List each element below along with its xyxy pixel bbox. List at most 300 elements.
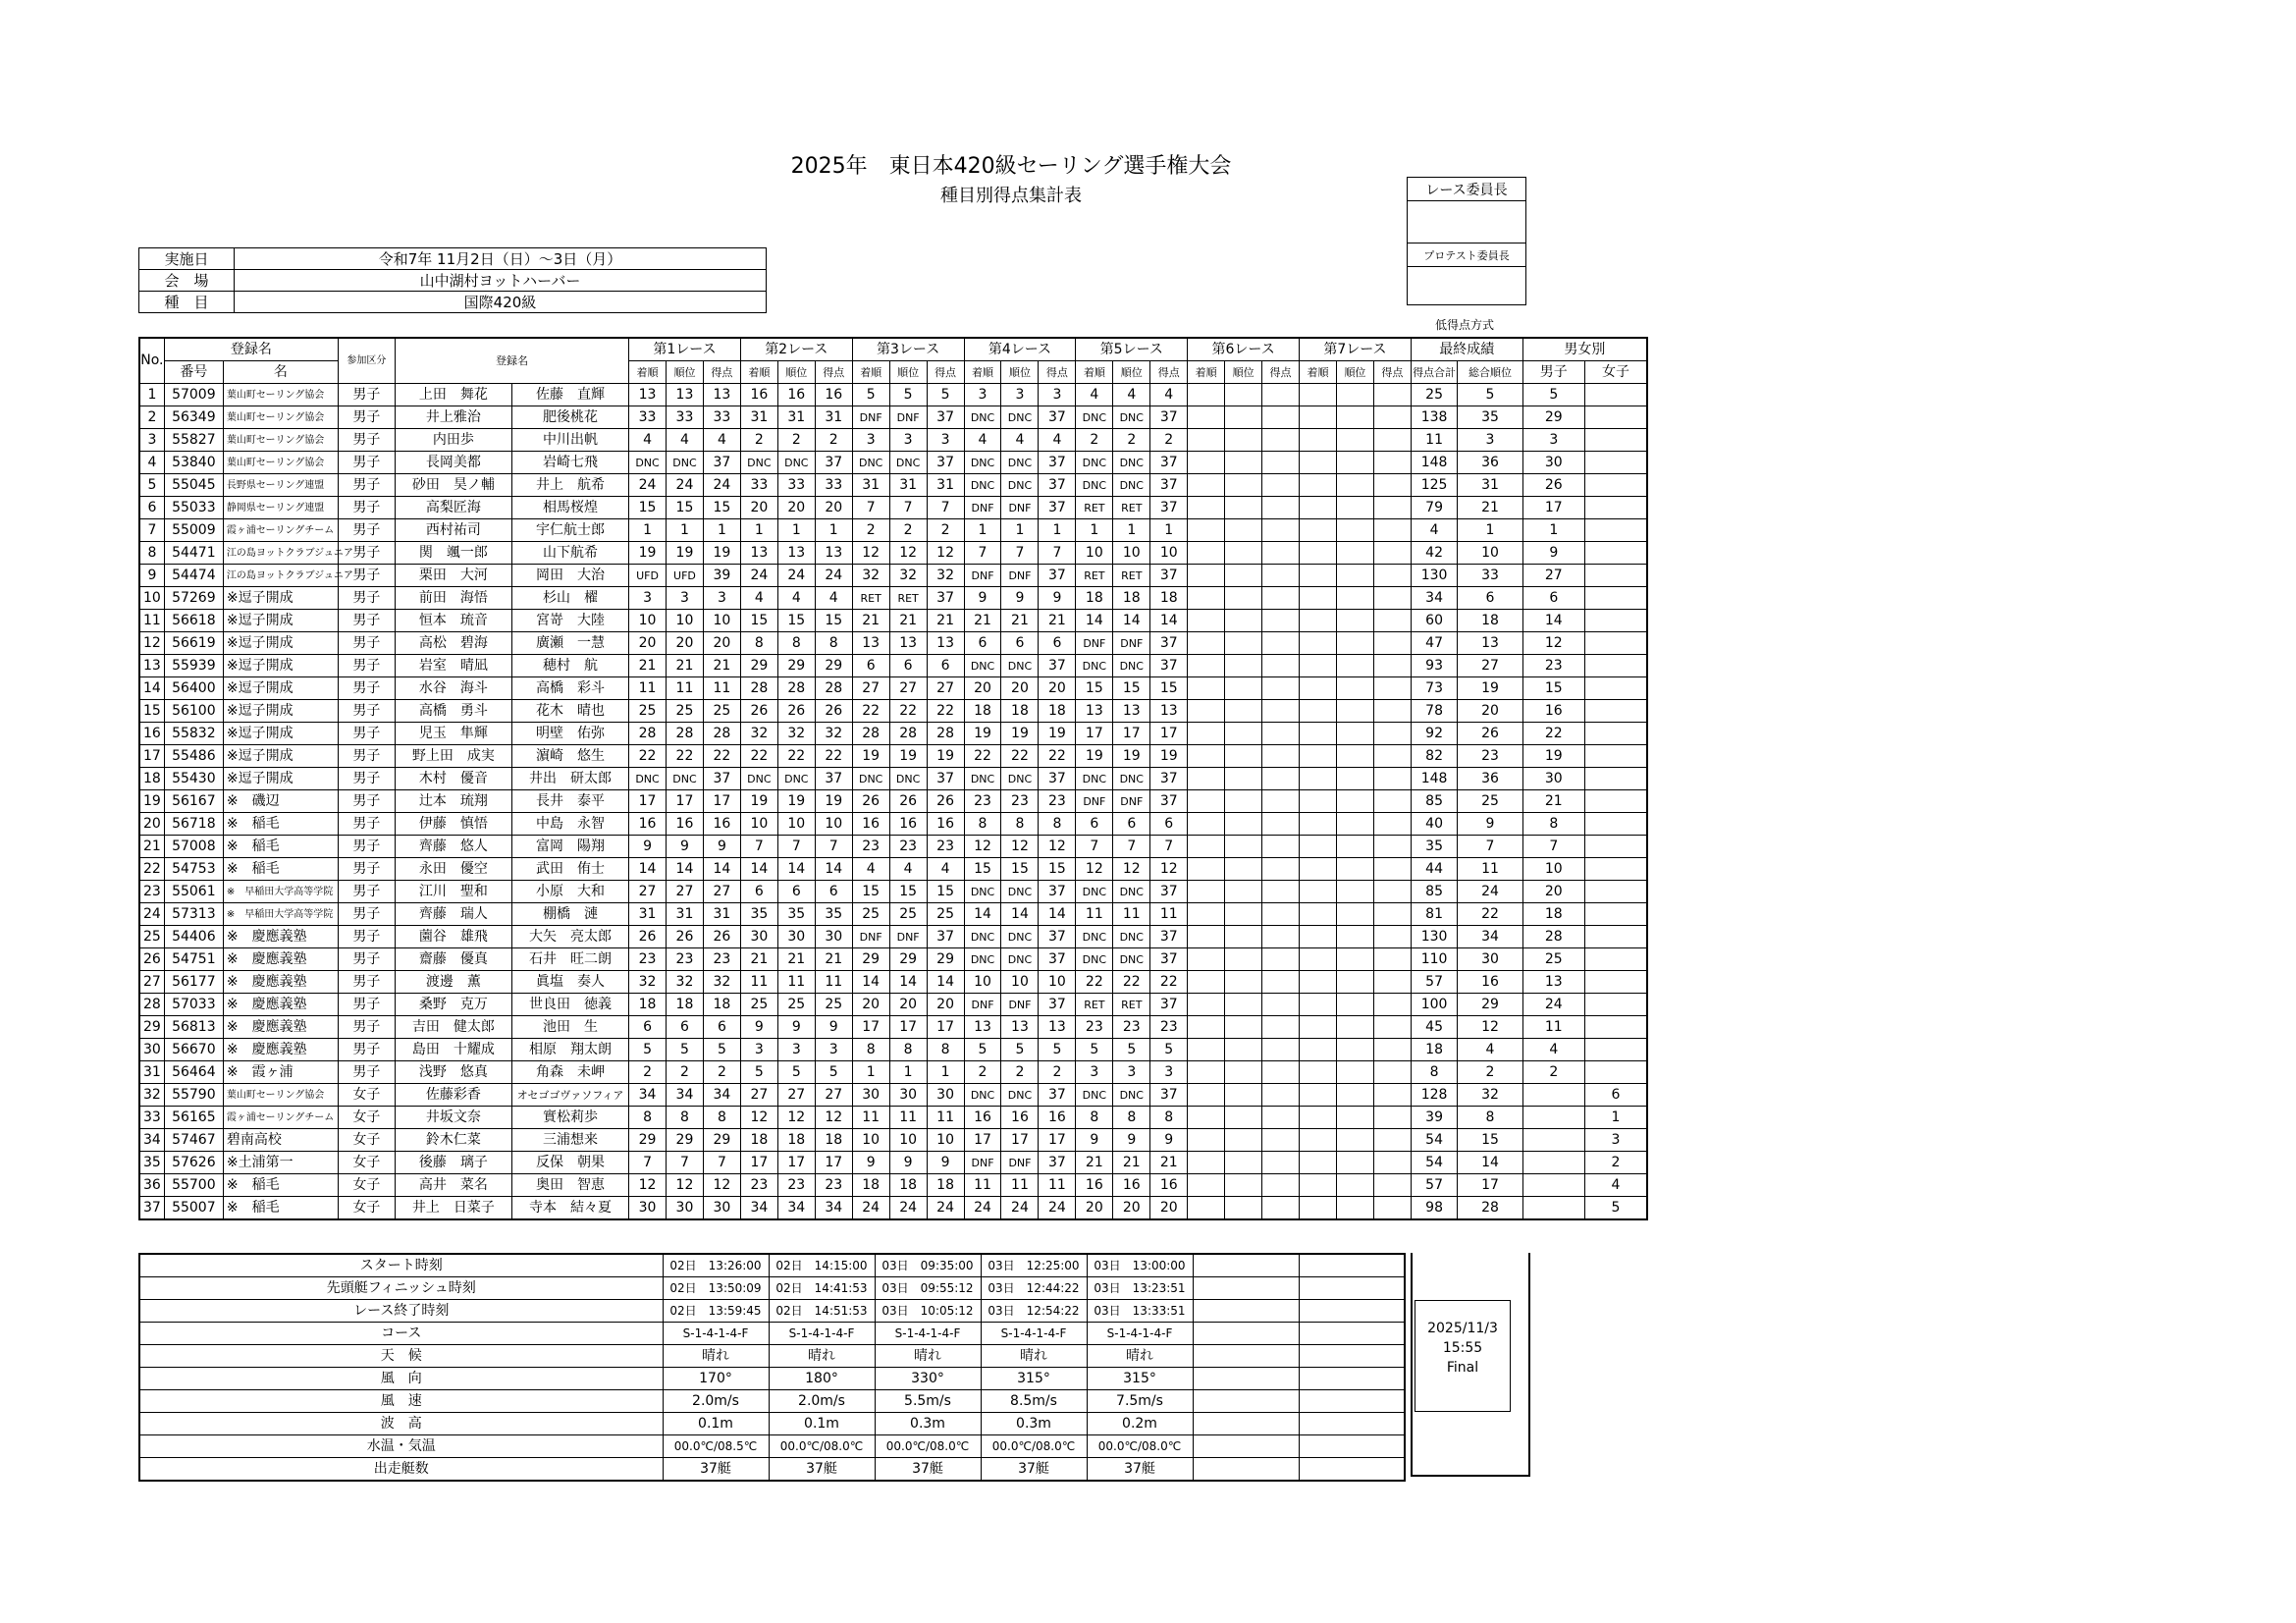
race-info-empty xyxy=(1193,1413,1299,1435)
total-points: 138 xyxy=(1411,406,1457,429)
table-row xyxy=(139,926,1647,948)
race-cell: 21 xyxy=(667,655,704,677)
race-cell: 13 xyxy=(964,1016,1001,1039)
table-row xyxy=(139,1129,1647,1152)
race-cell: 12 xyxy=(927,542,964,565)
race-cell: 18 xyxy=(629,994,667,1016)
race-cell: 37 xyxy=(927,587,964,610)
header-race-sub: 着順 xyxy=(852,361,889,384)
race-cell: 7 xyxy=(815,836,852,858)
race-cell: 7 xyxy=(1001,542,1039,565)
race-cell: 34 xyxy=(667,1084,704,1107)
race-cell: 15 xyxy=(1039,858,1076,881)
race-cell: 28 xyxy=(703,723,740,745)
race-cell: 12 xyxy=(1150,858,1188,881)
total-points: 57 xyxy=(1411,1174,1457,1197)
club-name: 静岡県セーリング連盟 xyxy=(223,497,338,519)
race-cell: 24 xyxy=(703,474,740,497)
race-cell: DNC xyxy=(629,452,667,474)
race-cell: 2 xyxy=(1001,1061,1039,1084)
race-cell: 2 xyxy=(1039,1061,1076,1084)
race-cell: 1 xyxy=(629,519,667,542)
race-cell: DNC xyxy=(1001,655,1039,677)
race-cell-empty xyxy=(1188,655,1225,677)
male-rank: 26 xyxy=(1522,474,1584,497)
race-cell-empty xyxy=(1188,384,1225,406)
table-row xyxy=(139,384,1647,406)
race-cell-empty xyxy=(1300,723,1337,745)
race-cell-empty xyxy=(1373,926,1411,948)
race-cell: 15 xyxy=(703,497,740,519)
race-cell: 19 xyxy=(1150,745,1188,768)
info-value: 山中湖村ヨットハーバー xyxy=(235,270,767,292)
total-points: 78 xyxy=(1411,700,1457,723)
table-row xyxy=(139,655,1647,677)
female-rank xyxy=(1584,519,1647,542)
race-cell: 8 xyxy=(1150,1107,1188,1129)
sail-number: 55486 xyxy=(164,745,223,768)
race-info-empty xyxy=(1193,1300,1299,1323)
crew-name: 明壁 佑弥 xyxy=(511,723,628,745)
race-cell-empty xyxy=(1373,971,1411,994)
race-cell: 17 xyxy=(1001,1129,1039,1152)
race-cell: 15 xyxy=(629,497,667,519)
result-stamp xyxy=(1415,1300,1511,1412)
overall-rank: 1 xyxy=(1458,519,1522,542)
race-info-empty xyxy=(1193,1458,1299,1482)
race-cell: 37 xyxy=(1039,655,1076,677)
male-rank: 1 xyxy=(1522,519,1584,542)
race-cell: 34 xyxy=(703,1084,740,1107)
race-cell: RET xyxy=(1113,497,1150,519)
male-rank xyxy=(1522,1197,1584,1220)
race-cell-empty xyxy=(1225,1174,1262,1197)
race-cell: 17 xyxy=(740,1152,777,1174)
race-cell: 1 xyxy=(703,519,740,542)
total-points: 82 xyxy=(1411,745,1457,768)
race-cell: RET xyxy=(852,587,889,610)
overall-rank: 19 xyxy=(1458,677,1522,700)
race-cell: 31 xyxy=(777,406,815,429)
race-cell: 17 xyxy=(852,1016,889,1039)
race-cell-empty xyxy=(1262,384,1300,406)
row-no: 26 xyxy=(139,948,164,971)
helm-name: 高橋 勇斗 xyxy=(395,700,511,723)
race-cell-empty xyxy=(1336,1016,1373,1039)
club-name: 葉山町セーリング協会 xyxy=(223,452,338,474)
table-row xyxy=(139,948,1647,971)
race-info-row xyxy=(139,1300,1405,1323)
race-cell: 19 xyxy=(629,542,667,565)
row-no: 31 xyxy=(139,1061,164,1084)
race-info-value: 02日 14:15:00 xyxy=(769,1254,875,1277)
row-no: 7 xyxy=(139,519,164,542)
category: 男子 xyxy=(338,677,395,700)
header-race-sub: 順位 xyxy=(1113,361,1150,384)
race-cell: 10 xyxy=(852,1129,889,1152)
race-cell: 26 xyxy=(852,790,889,813)
male-rank: 15 xyxy=(1522,677,1584,700)
race-cell: 22 xyxy=(777,745,815,768)
row-no: 30 xyxy=(139,1039,164,1061)
race-cell: 8 xyxy=(964,813,1001,836)
race-cell-empty xyxy=(1300,881,1337,903)
race-cell: 6 xyxy=(927,655,964,677)
race-cell: 16 xyxy=(815,384,852,406)
total-points: 130 xyxy=(1411,565,1457,587)
race-cell: 19 xyxy=(740,790,777,813)
crew-name: 石井 旺二朗 xyxy=(511,948,628,971)
race-cell-empty xyxy=(1225,903,1262,926)
race-cell-empty xyxy=(1300,519,1337,542)
total-points: 57 xyxy=(1411,971,1457,994)
race-cell-empty xyxy=(1336,1039,1373,1061)
helm-name: 児玉 隼輝 xyxy=(395,723,511,745)
female-rank xyxy=(1584,610,1647,632)
race-cell: 37 xyxy=(1039,926,1076,948)
race-cell-empty xyxy=(1188,1107,1225,1129)
club-name: ※逗子開成 xyxy=(223,723,338,745)
race-cell: 3 xyxy=(1150,1061,1188,1084)
race-cell: 17 xyxy=(1113,723,1150,745)
race-cell: 20 xyxy=(815,497,852,519)
race-cell-empty xyxy=(1188,903,1225,926)
female-rank xyxy=(1584,565,1647,587)
race-cell: 31 xyxy=(629,903,667,926)
info-label: 種 目 xyxy=(139,292,235,313)
female-rank xyxy=(1584,790,1647,813)
club-name: 江の島ヨットクラブジュニア xyxy=(223,565,338,587)
female-rank xyxy=(1584,677,1647,700)
race-info-value: 37艇 xyxy=(875,1458,981,1482)
race-info-value: 00.0℃/08.5℃ xyxy=(663,1435,769,1458)
race-info-empty xyxy=(1193,1277,1299,1300)
male-rank: 20 xyxy=(1522,881,1584,903)
race-cell: 20 xyxy=(740,497,777,519)
row-no: 8 xyxy=(139,542,164,565)
race-cell: 24 xyxy=(964,1197,1001,1220)
race-cell-empty xyxy=(1300,565,1337,587)
race-cell-empty xyxy=(1188,1039,1225,1061)
race-cell: 20 xyxy=(667,632,704,655)
race-cell: 37 xyxy=(1039,994,1076,1016)
race-cell: 9 xyxy=(889,1152,927,1174)
race-cell: 7 xyxy=(777,836,815,858)
table-row xyxy=(139,1197,1647,1220)
male-rank: 13 xyxy=(1522,971,1584,994)
sail-number: 55700 xyxy=(164,1174,223,1197)
race-cell-empty xyxy=(1225,655,1262,677)
race-cell-empty xyxy=(1225,542,1262,565)
race-cell: 28 xyxy=(852,723,889,745)
race-cell: 35 xyxy=(777,903,815,926)
race-cell: DNC xyxy=(1076,474,1113,497)
race-info-label: 水温・気温 xyxy=(139,1435,663,1458)
race-cell-empty xyxy=(1336,836,1373,858)
race-info-value: 0.3m xyxy=(875,1413,981,1435)
race-cell: 4 xyxy=(964,429,1001,452)
race-cell: 28 xyxy=(889,723,927,745)
race-info-value: 00.0℃/08.0℃ xyxy=(875,1435,981,1458)
category: 男子 xyxy=(338,565,395,587)
race-info-empty xyxy=(1193,1390,1299,1413)
race-cell: 18 xyxy=(1039,700,1076,723)
race-cell: 16 xyxy=(1076,1174,1113,1197)
female-rank xyxy=(1584,452,1647,474)
race-cell-empty xyxy=(1262,1061,1300,1084)
race-info-value: 37艇 xyxy=(981,1458,1087,1482)
race-cell: 18 xyxy=(703,994,740,1016)
race-cell-empty xyxy=(1336,813,1373,836)
race-cell-empty xyxy=(1262,497,1300,519)
race-info-empty xyxy=(1299,1390,1405,1413)
helm-name: 前田 海悟 xyxy=(395,587,511,610)
table-row xyxy=(139,1016,1647,1039)
race-cell: 16 xyxy=(1001,1107,1039,1129)
race-cell: 14 xyxy=(1076,610,1113,632)
race-cell: 16 xyxy=(1113,1174,1150,1197)
race-info-empty xyxy=(1299,1435,1405,1458)
race-cell: 33 xyxy=(629,406,667,429)
total-points: 73 xyxy=(1411,677,1457,700)
crew-name: 大矢 亮太郎 xyxy=(511,926,628,948)
race-info-label: レース終了時刻 xyxy=(139,1300,663,1323)
female-rank xyxy=(1584,768,1647,790)
race-cell: DNC xyxy=(852,452,889,474)
male-rank: 7 xyxy=(1522,836,1584,858)
race-cell: 24 xyxy=(815,565,852,587)
race-cell: 1 xyxy=(777,519,815,542)
category: 男子 xyxy=(338,429,395,452)
race-cell: 3 xyxy=(964,384,1001,406)
crew-name: 池田 生 xyxy=(511,1016,628,1039)
race-cell: 37 xyxy=(1150,994,1188,1016)
race-cell: 23 xyxy=(1039,790,1076,813)
crew-name: 山下航希 xyxy=(511,542,628,565)
club-name: ※ 磯辺 xyxy=(223,790,338,813)
race-cell: 23 xyxy=(629,948,667,971)
header-category: 参加区分 xyxy=(338,338,395,384)
sail-number: 56167 xyxy=(164,790,223,813)
crew-name: 宇仁航士郎 xyxy=(511,519,628,542)
helm-name: 井上 日菜子 xyxy=(395,1197,511,1220)
stamp-date: 2025/11/3 xyxy=(1427,1321,1498,1336)
race-cell-empty xyxy=(1300,790,1337,813)
sail-number: 55832 xyxy=(164,723,223,745)
crew-name: 富岡 陽翔 xyxy=(511,836,628,858)
male-rank: 8 xyxy=(1522,813,1584,836)
race-cell: 5 xyxy=(1150,1039,1188,1061)
race-cell: 25 xyxy=(740,994,777,1016)
race-cell-empty xyxy=(1225,429,1262,452)
header-race-sub: 着順 xyxy=(1300,361,1337,384)
race-cell-empty xyxy=(1373,1174,1411,1197)
race-info-label: スタート時刻 xyxy=(139,1254,663,1277)
sail-number: 56165 xyxy=(164,1107,223,1129)
race-cell-empty xyxy=(1225,452,1262,474)
header-race-sub: 着順 xyxy=(1076,361,1113,384)
race-cell: 6 xyxy=(1076,813,1113,836)
race-cell: 20 xyxy=(964,677,1001,700)
race-cell: RET xyxy=(889,587,927,610)
table-row xyxy=(139,429,1647,452)
race-cell: 32 xyxy=(815,723,852,745)
race-cell-empty xyxy=(1225,971,1262,994)
category: 男子 xyxy=(338,587,395,610)
race-cell: 9 xyxy=(1113,1129,1150,1152)
race-cell-empty xyxy=(1336,1129,1373,1152)
race-cell-empty xyxy=(1300,1152,1337,1174)
race-cell: 5 xyxy=(1113,1039,1150,1061)
race-cell: DNC xyxy=(1001,768,1039,790)
club-name: 長野県セーリング連盟 xyxy=(223,474,338,497)
race-cell: 5 xyxy=(740,1061,777,1084)
race-cell-empty xyxy=(1225,926,1262,948)
race-cell: DNC xyxy=(1076,452,1113,474)
male-rank: 12 xyxy=(1522,632,1584,655)
race-cell: DNC xyxy=(1113,881,1150,903)
sail-number: 56619 xyxy=(164,632,223,655)
header-race-sub: 順位 xyxy=(1336,361,1373,384)
race-cell: RET xyxy=(1113,565,1150,587)
race-cell-empty xyxy=(1188,587,1225,610)
race-cell: 4 xyxy=(1001,429,1039,452)
race-cell-empty xyxy=(1373,768,1411,790)
race-cell: 1 xyxy=(1039,519,1076,542)
race-cell: 26 xyxy=(740,700,777,723)
race-cell-empty xyxy=(1300,858,1337,881)
row-no: 22 xyxy=(139,858,164,881)
race-cell: 33 xyxy=(777,474,815,497)
sail-number: 55007 xyxy=(164,1197,223,1220)
race-cell: 37 xyxy=(927,452,964,474)
race-cell: 6 xyxy=(1039,632,1076,655)
race-cell: DNF xyxy=(889,406,927,429)
sail-number: 55827 xyxy=(164,429,223,452)
club-name: ※ 慶應義塾 xyxy=(223,926,338,948)
race-cell: 7 xyxy=(964,542,1001,565)
race-cell: 34 xyxy=(777,1197,815,1220)
race-cell: 17 xyxy=(964,1129,1001,1152)
race-info-value: 02日 13:50:09 xyxy=(663,1277,769,1300)
race-cell: DNC xyxy=(964,474,1001,497)
race-cell: 5 xyxy=(1039,1039,1076,1061)
race-cell: 8 xyxy=(927,1039,964,1061)
race-cell: 16 xyxy=(964,1107,1001,1129)
race-cell: 21 xyxy=(1039,610,1076,632)
race-cell: DNC xyxy=(1076,926,1113,948)
crew-name: 寺本 結々夏 xyxy=(511,1197,628,1220)
male-rank: 14 xyxy=(1522,610,1584,632)
race-cell: 37 xyxy=(927,768,964,790)
race-cell: 30 xyxy=(777,926,815,948)
race-cell: 8 xyxy=(1001,813,1039,836)
race-cell: 21 xyxy=(815,948,852,971)
table-row xyxy=(139,858,1647,881)
race-cell: 15 xyxy=(667,497,704,519)
race-cell: 24 xyxy=(629,474,667,497)
race-cell: 28 xyxy=(629,723,667,745)
race-cell-empty xyxy=(1188,836,1225,858)
race-cell: 1 xyxy=(889,1061,927,1084)
total-points: 92 xyxy=(1411,723,1457,745)
race-cell-empty xyxy=(1300,926,1337,948)
female-rank: 6 xyxy=(1584,1084,1647,1107)
race-cell: 26 xyxy=(777,700,815,723)
race-cell: 7 xyxy=(629,1152,667,1174)
crew-name: 宮嵜 大陸 xyxy=(511,610,628,632)
race-cell: 23 xyxy=(703,948,740,971)
race-cell: 37 xyxy=(1150,926,1188,948)
total-points: 93 xyxy=(1411,655,1457,677)
race-cell: 28 xyxy=(927,723,964,745)
race-cell-empty xyxy=(1373,994,1411,1016)
helm-name: 伊藤 慎悟 xyxy=(395,813,511,836)
race-cell: 9 xyxy=(852,1152,889,1174)
club-name: 碧南高校 xyxy=(223,1129,338,1152)
header-crew: 登録名 xyxy=(395,338,628,384)
race-cell-empty xyxy=(1373,406,1411,429)
race-cell: 14 xyxy=(667,858,704,881)
table-row xyxy=(139,1084,1647,1107)
race-cell: 37 xyxy=(1150,948,1188,971)
race-cell-empty xyxy=(1225,497,1262,519)
race-cell: 17 xyxy=(927,1016,964,1039)
race-cell: 2 xyxy=(629,1061,667,1084)
race-cell: 3 xyxy=(1076,1061,1113,1084)
race-cell-empty xyxy=(1262,1152,1300,1174)
race-cell: 37 xyxy=(815,768,852,790)
table-row xyxy=(139,994,1647,1016)
race-info-value: 330° xyxy=(875,1368,981,1390)
helm-name: 高井 菜名 xyxy=(395,1174,511,1197)
race-cell-empty xyxy=(1336,700,1373,723)
race-cell: 9 xyxy=(740,1016,777,1039)
race-cell: 11 xyxy=(667,677,704,700)
race-cell-empty xyxy=(1188,790,1225,813)
sail-number: 53840 xyxy=(164,452,223,474)
club-name: ※ 慶應義塾 xyxy=(223,948,338,971)
header-final: 最終成績 xyxy=(1411,338,1522,361)
race-cell-empty xyxy=(1300,971,1337,994)
sail-number: 56813 xyxy=(164,1016,223,1039)
race-info-value: 180° xyxy=(769,1368,875,1390)
header-no: No. xyxy=(139,338,164,384)
race-cell-empty xyxy=(1225,745,1262,768)
race-cell: 14 xyxy=(1039,903,1076,926)
male-rank: 30 xyxy=(1522,768,1584,790)
race-cell: 22 xyxy=(927,700,964,723)
club-name: ※ 慶應義塾 xyxy=(223,1039,338,1061)
sail-number: 55790 xyxy=(164,1084,223,1107)
crew-name: 奥田 智恵 xyxy=(511,1174,628,1197)
race-cell: 37 xyxy=(1039,768,1076,790)
race-cell: 4 xyxy=(815,587,852,610)
header-race-sub: 得点 xyxy=(1262,361,1300,384)
category: 男子 xyxy=(338,1039,395,1061)
race-cell-empty xyxy=(1262,700,1300,723)
helm-name: 佐藤彩香 xyxy=(395,1084,511,1107)
race-cell: 37 xyxy=(703,452,740,474)
race-cell: 12 xyxy=(1076,858,1113,881)
total-points: 34 xyxy=(1411,587,1457,610)
total-points: 54 xyxy=(1411,1152,1457,1174)
category: 女子 xyxy=(338,1107,395,1129)
header-registered: 登録名 xyxy=(164,338,338,361)
female-rank: 5 xyxy=(1584,1197,1647,1220)
overall-rank: 16 xyxy=(1458,971,1522,994)
race-cell: 37 xyxy=(1150,1084,1188,1107)
